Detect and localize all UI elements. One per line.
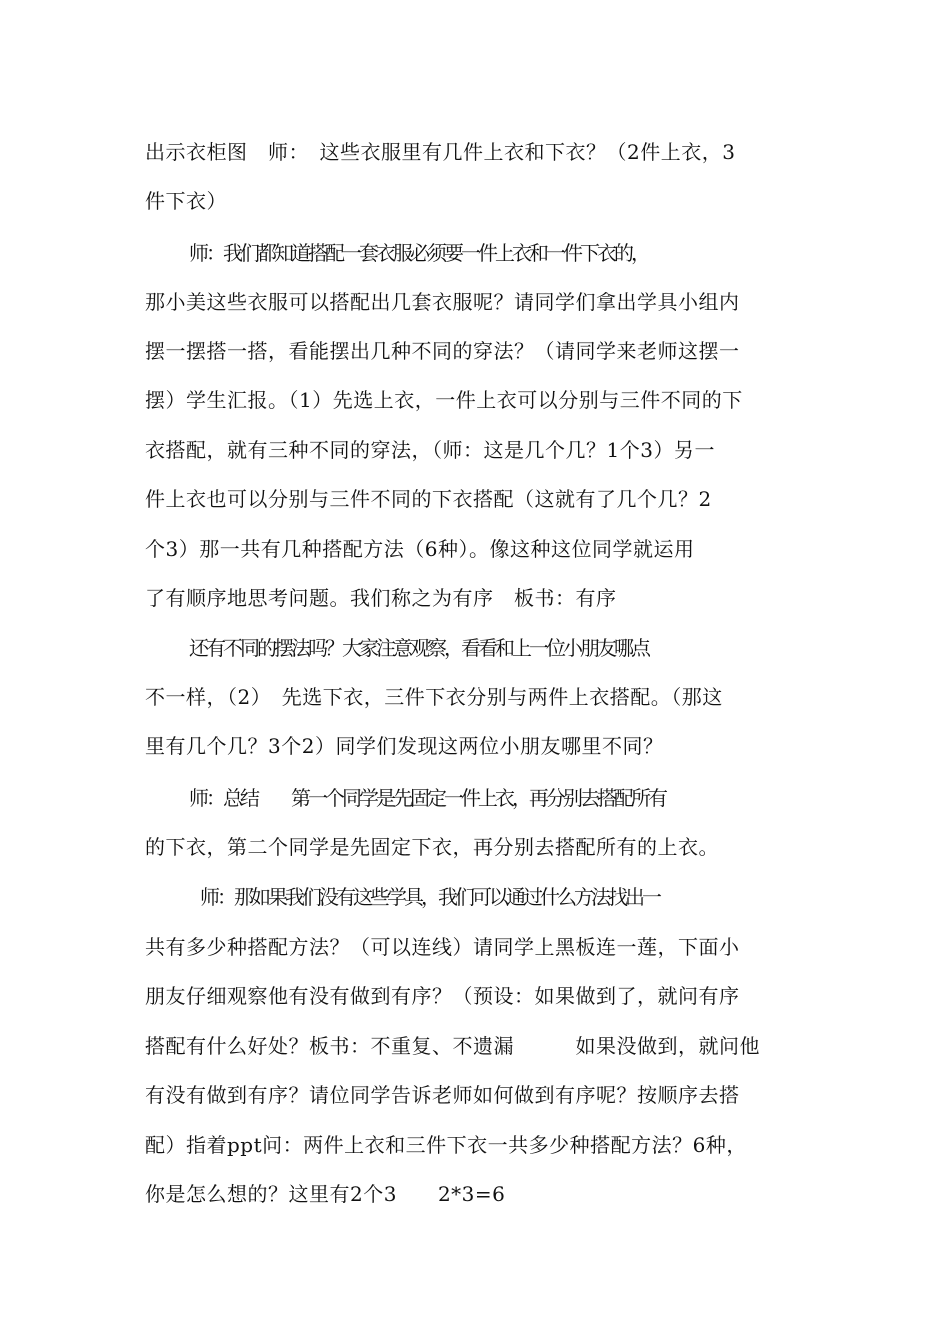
text-line: 摆）学生汇报。（1）先选上衣，一件上衣可以分别与三件不同的下 [145, 388, 743, 412]
text-line: 师：总结 第一个同学是先固定一件上衣，再分别去搭配所有 [189, 786, 665, 810]
text-line: 个3）那一共有几种搭配方法（6种）。像这种这位同学就运用 [145, 537, 695, 561]
text-line: 件上衣也可以分别与三件不同的下衣搭配（这就有了几个几？2 [145, 487, 712, 511]
text-line: 师：我们都知道搭配一套衣服必须要一件上衣和一件下衣的， [189, 241, 648, 265]
text-line: 不一样，（2） 先选下衣，三件下衣分别与两件上衣搭配。（那这 [145, 685, 723, 709]
text-line: 里有几个几？3个2）同学们发现这两位小朋友哪里不同？ [145, 734, 664, 758]
text-line: 你是怎么想的？这里有2个3 2*3=6 [145, 1182, 506, 1206]
text-line: 那小美这些衣服可以搭配出几套衣服呢？请同学们拿出学具小组内 [145, 290, 740, 314]
text-line: 的下衣，第二个同学是先固定下衣，再分别去搭配所有的上衣。 [145, 835, 719, 859]
text-line: 师：那如果我们没有这些学具，我们可以通过什么方法找出一 [200, 885, 659, 909]
text-line: 配）指着ppt问：两件上衣和三件下衣一共多少种搭配方法？6种， [145, 1133, 747, 1157]
text-line: 了有顺序地思考问题。我们称之为有序 板书：有序 [145, 586, 617, 610]
text-line: 摆一摆搭一搭，看能摆出几种不同的穿法？（请同学来老师这摆一 [145, 339, 740, 363]
text-line: 出示衣柜图 师： 这些衣服里有几件上衣和下衣？（2件上衣，3 [145, 140, 736, 164]
text-line: 搭配有什么好处？板书：不重复、不遗漏 如果没做到，就问他 [145, 1034, 760, 1058]
text-line: 共有多少种搭配方法？（可以连线）请同学上黑板连一莲，下面小 [145, 935, 740, 959]
text-line: 衣搭配，就有三种不同的穿法，（师：这是几个几？1个3）另一 [145, 438, 715, 462]
text-line: 件下衣） [145, 189, 227, 213]
text-line: 朋友仔细观察他有没有做到有序？（预设：如果做到了，就问有序 [145, 984, 740, 1008]
text-line: 有没有做到有序？请位同学告诉老师如何做到有序呢？按顺序去搭 [145, 1083, 740, 1107]
text-line: 还有不同的摆法吗？大家注意观察，看看和上一位小朋友哪点 [189, 636, 648, 660]
